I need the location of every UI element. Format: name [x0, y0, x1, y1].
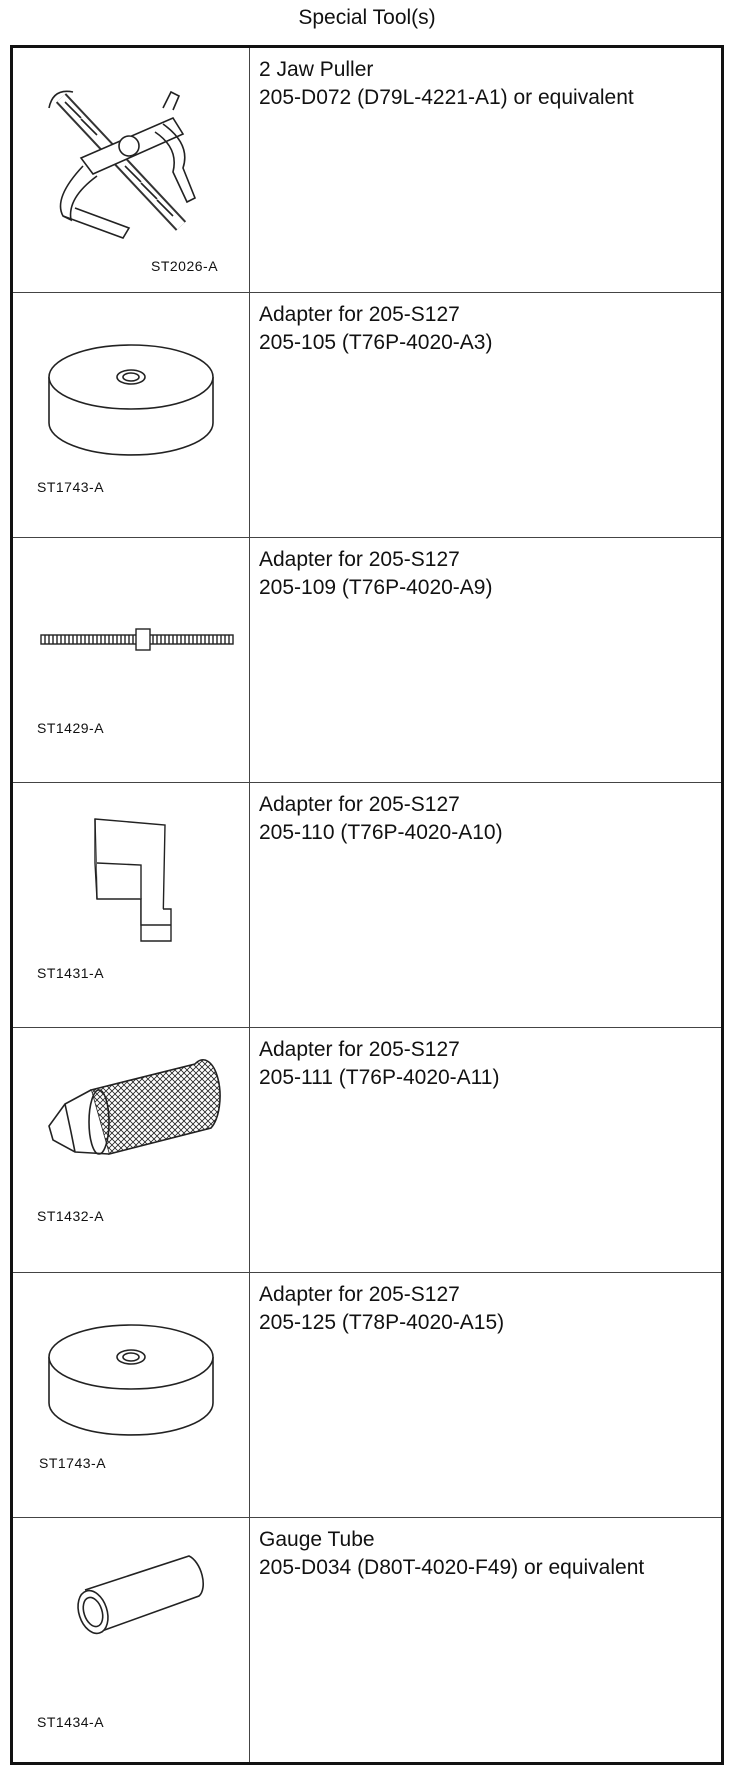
tool-name: 2 Jaw Puller: [259, 58, 374, 81]
description-cell: [250, 783, 723, 1028]
knurled-cone-icon: [13, 1028, 249, 1264]
figure-cell: [12, 538, 250, 783]
figure-label: ST1743-A: [39, 1455, 107, 1471]
tool-part-number: 205-111 (T76P-4020-A11): [259, 1066, 500, 1089]
tool-part-number: 205-125 (T78P-4020-A15): [259, 1311, 505, 1334]
disc-adapter-icon: [13, 1273, 249, 1509]
tool-name: Adapter for 205-S127: [259, 548, 460, 571]
tool-part-number: 205-109 (T76P-4020-A9): [259, 576, 493, 599]
tool-part-number: 205-D034 (D80T-4020-F49) or equivalent: [259, 1556, 645, 1579]
tool-name: Adapter for 205-S127: [259, 1038, 460, 1061]
table-row: [12, 538, 723, 783]
figure-cell: [12, 1028, 250, 1273]
figure-label: ST1434-A: [37, 1714, 105, 1730]
figure-label: ST1431-A: [37, 965, 105, 981]
figure-cell: [12, 293, 250, 538]
tool-name: Adapter for 205-S127: [259, 303, 460, 326]
tool-part-number: 205-110 (T76P-4020-A10): [259, 821, 503, 844]
figure-label: ST2026-A: [151, 258, 219, 274]
figure-cell: [12, 1273, 250, 1518]
description-cell: [250, 1273, 723, 1518]
table-row: [12, 1028, 723, 1273]
description-cell: [250, 538, 723, 783]
figure-label: ST1432-A: [37, 1208, 105, 1224]
description-cell: [250, 1518, 723, 1764]
figure-cell: [12, 47, 250, 293]
tool-part-number: 205-D072 (D79L-4221-A1) or equivalent: [259, 86, 634, 109]
two-jaw-puller-icon: [13, 48, 249, 284]
tool-name: Gauge Tube: [259, 1528, 375, 1551]
description-cell: [250, 47, 723, 293]
page-title: Special Tool(s): [298, 6, 436, 29]
figure-label: ST1429-A: [37, 720, 105, 736]
figure-cell: [12, 783, 250, 1028]
table-row: [12, 47, 723, 293]
tool-part-number: 205-105 (T76P-4020-A3): [259, 331, 493, 354]
table-row: [12, 783, 723, 1028]
table-row: [12, 1273, 723, 1518]
description-cell: [250, 1028, 723, 1273]
step-block-icon: [13, 783, 249, 1019]
tool-name: Adapter for 205-S127: [259, 793, 460, 816]
threaded-rod-icon: [13, 538, 249, 774]
figure-cell: [12, 1518, 250, 1764]
table-row: [12, 293, 723, 538]
table-row: [12, 1518, 723, 1764]
figure-label: ST1743-A: [37, 479, 105, 495]
tool-name: Adapter for 205-S127: [259, 1283, 460, 1306]
description-cell: [250, 293, 723, 538]
special-tools-table: [10, 45, 724, 1765]
